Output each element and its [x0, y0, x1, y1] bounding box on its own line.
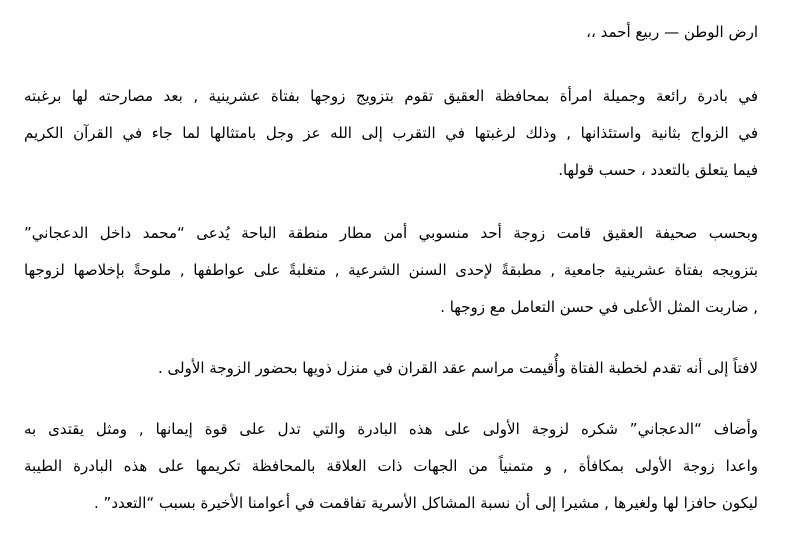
- paragraph-3-line-1: لافتاً إلى أنه تقدم لخطبة الفتاة وأُقيمت مراسم عقد القران في منزل ذويها بحضور الزوجة الأولى .: [157, 359, 758, 377]
- paragraph-1-line-3: فيما يتعلق بالتعدد ، حسب قولها.: [558, 161, 758, 179]
- paragraph-4-line-3: ليكون حافزا لها ولغيرها , مشيرا إلى أن نسبة المشاكل الأسرية تفاقمت في أعوامنا الأخيرة بسبب “التعدد” .: [94, 494, 758, 512]
- paragraph-2-line-2: بتزويجه بفتاة عشرينية جامعية , مطبقةً لإحدى السنن الشرعية , متغلبةً على عواطفها , ملوحةً بإخلاصها لزوجها: [24, 261, 758, 279]
- paragraph-4-line-2: واعدا زوجة الأولى بمكافأة , و متمنياً من الجهات ذات العلاقة بالمحافظة تكريمها على هذه البادرة الطيبة: [24, 457, 758, 475]
- paragraph-2-line-1: وبحسب صحيفة العقيق قامت زوجة أحد منسوبي أمن مطار منطقة الباحة يُدعى “محمد داخل الدعجاني”: [24, 224, 758, 242]
- paragraph-4-line-1: وأضاف “الدعجاني” شكره لزوجة الأولى على هذه البادرة والتي تدل على قوة إيمانها , ومثل يقتدى به: [24, 420, 758, 438]
- paragraph-1-line-2: في الزواج بثانية واستئذانها , وذلك لرغبتها في التقرب إلى الله عز وجل بامتثالها لما جاء في القرآن الكريم: [24, 124, 758, 142]
- paragraph-1-line-1: في بادرة رائعة وجميلة امرأة بمحافظة العقيق تقوم بتزويج زوجها بفتاة عشرينية , بعد مصارحته لها برغبته: [24, 87, 758, 105]
- paragraph-2-line-3: , ضاربت المثل الأعلى في حسن التعامل مع زوجها .: [440, 298, 758, 316]
- byline: ارض الوطن — ربيع أحمد ،،: [586, 23, 758, 41]
